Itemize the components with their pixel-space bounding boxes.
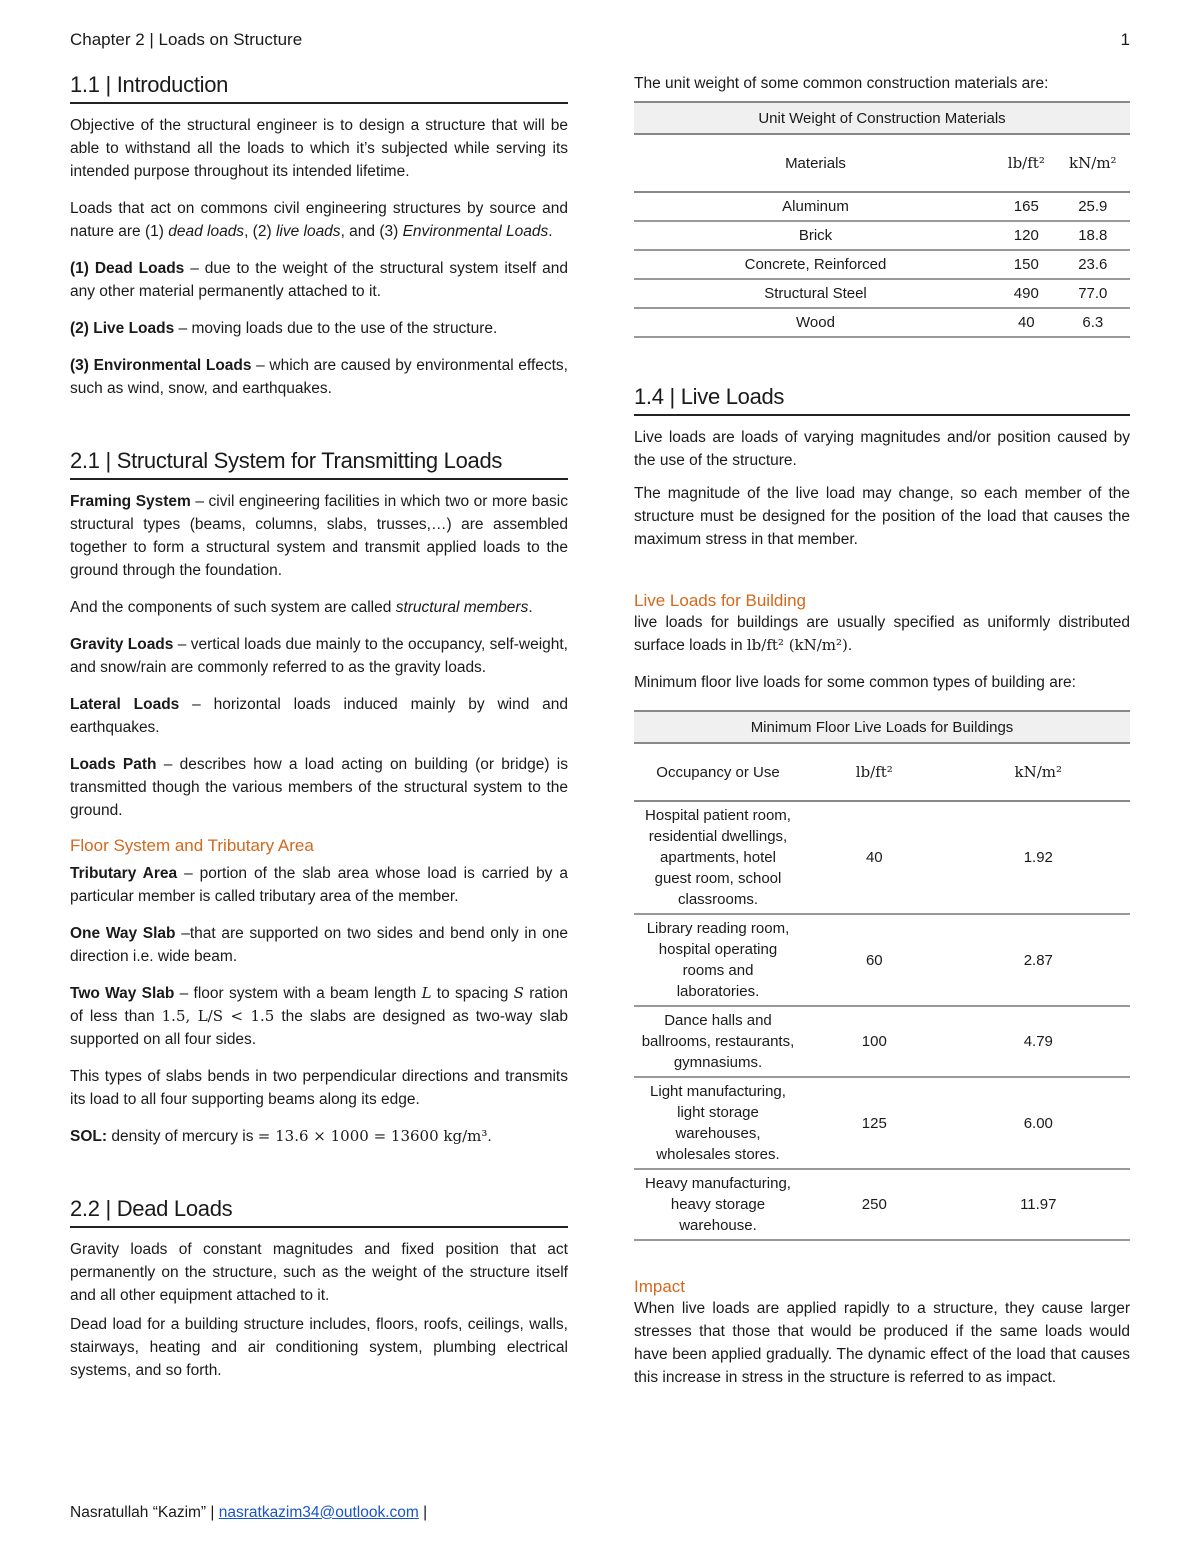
left-column: [70, 72, 568, 1396]
table-row: [634, 1006, 1130, 1077]
definition: – moving loads due to the use of the structure.: [174, 320, 498, 337]
definition: – civil engineering facilities in which two or more basic structural types (beams, columns, slabs, trusses,…) are assembled together to form a structural system and transmit applied loads to the ground through the foundation.: [70, 493, 568, 579]
live-loads-building-paragraph: [634, 611, 1130, 657]
table-cell: Dance halls and ballrooms, restaurants, gymnasiums.: [634, 1006, 802, 1077]
term: One Way Slab: [70, 925, 176, 942]
author-name: Nasratullah “Kazim” |: [70, 1504, 219, 1521]
email-link[interactable]: nasratkazim34@outlook.com: [218, 1504, 419, 1521]
materials-table: [634, 101, 1130, 338]
table-cell: 40: [997, 308, 1056, 337]
column-header: kN/m²: [947, 743, 1130, 801]
right-column: [634, 72, 1130, 1403]
table-caption-row: [634, 711, 1130, 743]
env-loads-def: [70, 354, 568, 400]
gravity-def: [70, 633, 568, 679]
definition: – which are caused by environmental effects, such as wind, snow, and earthquakes.: [70, 357, 568, 397]
table-cell: 150: [997, 250, 1056, 279]
dead-loads-paragraph-2: Dead load for a building structure includes, floors, roofs, ceilings, walls, stairways, heating and air conditioning system, plumbing electrical systems, and so forth.: [70, 1316, 568, 1379]
math-S: S: [513, 984, 524, 1002]
text: , (2): [244, 223, 276, 240]
table-cell: Wood: [634, 308, 997, 337]
live-loads-term: live loads: [275, 223, 341, 240]
table-cell: 250: [802, 1169, 947, 1240]
table-cell: 490: [997, 279, 1056, 308]
floor-system-heading: Floor System and Tributary Area: [70, 836, 314, 855]
math-L: L: [421, 984, 432, 1002]
path-def: [70, 753, 568, 822]
table-cell: Aluminum: [634, 192, 997, 221]
page-number: 1: [1120, 30, 1130, 49]
text: .: [528, 599, 533, 616]
term: Framing System: [70, 493, 191, 510]
table-cell: Concrete, Reinforced: [634, 250, 997, 279]
table-cell: Heavy manufacturing, heavy storage warehouse.: [634, 1169, 802, 1240]
dead-loads-heading: 2.2 | Dead Loads: [70, 1196, 568, 1228]
column-header: Materials: [634, 134, 997, 192]
min-floor-intro: Minimum floor live loads for some common types of building are:: [634, 674, 1076, 691]
table-cell: Hospital patient room, residential dwellings, apartments, hotel guest room, school classrooms.: [634, 801, 802, 914]
text: .: [548, 223, 553, 240]
definition: – vertical loads due mainly to the occupancy, self-weight, and snow/rain are commonly referred to as the gravity loads.: [70, 636, 568, 676]
column-header: Occupancy or Use: [634, 743, 802, 801]
definition: –that are supported on two sides and bend only in one direction i.e. wide beam.: [70, 925, 568, 965]
text: to spacing: [431, 985, 514, 1002]
live-loads-paragraph-1: Live loads are loads of varying magnitudes and/or position caused by the use of the structure.: [634, 429, 1130, 469]
table-cell: 11.97: [947, 1169, 1130, 1240]
term: Lateral Loads: [70, 696, 180, 713]
text: the slabs are designed as two-way slab supported on all four sides.: [70, 1008, 568, 1048]
table-caption: Minimum Floor Live Loads for Buildings: [634, 711, 1130, 743]
members-paragraph: [70, 596, 568, 619]
text: – floor system with a beam length: [174, 985, 422, 1002]
table-cell: 125: [802, 1077, 947, 1169]
table-cell: Brick: [634, 221, 997, 250]
sol-paragraph: [70, 1125, 568, 1148]
table-row: [634, 279, 1130, 308]
text: , and (3): [340, 223, 403, 240]
table-row: [634, 1169, 1130, 1240]
table-row: [634, 308, 1130, 337]
table-cell: 40: [802, 801, 947, 914]
column-header: lb/ft²: [997, 134, 1056, 192]
table-cell: 18.8: [1056, 221, 1130, 250]
dead-loads-term: dead loads: [168, 223, 245, 240]
intro-heading: 1.1 | Introduction: [70, 72, 568, 104]
term: Loads Path: [70, 756, 157, 773]
chapter-title: Chapter 2 | Loads on Structure: [70, 30, 303, 49]
page-header: [70, 30, 1130, 54]
definition: – due to the weight of the structural system itself and any other material permanently attached to it.: [70, 260, 568, 300]
math-units: lb/ft² (kN/m²): [746, 636, 848, 654]
tributary-def: [70, 862, 568, 908]
loads-sources-paragraph: [70, 197, 568, 243]
dead-loads-def: [70, 257, 568, 303]
text: .: [487, 1128, 492, 1145]
term: SOL:: [70, 1128, 108, 1145]
table-cell: 6.3: [1056, 308, 1130, 337]
table-cell: 25.9: [1056, 192, 1130, 221]
structural-heading: 2.1 | Structural System for Transmitting Loads: [70, 448, 568, 480]
framing-def: [70, 490, 568, 582]
table-cell: 100: [802, 1006, 947, 1077]
table-caption-row: [634, 102, 1130, 134]
dead-loads-paragraph-1: Gravity loads of constant magnitudes and fixed position that act permanently on the structure, such as the weight of the structure itself and all other equipment attached to it.: [70, 1241, 568, 1304]
table-cell: Library reading room, hospital operating rooms and laboratories.: [634, 914, 802, 1006]
math-ratio: 1.5, L/S < 1.5: [161, 1007, 275, 1025]
term: Gravity Loads: [70, 636, 174, 653]
term: structural members: [395, 599, 529, 616]
term: (3) Environmental Loads: [70, 357, 252, 374]
table-cell: 2.87: [947, 914, 1130, 1006]
text: live loads for buildings are usually specified as uniformly distributed surface loads in: [634, 614, 1130, 654]
table-row: [634, 801, 1130, 914]
table-cell: 23.6: [1056, 250, 1130, 279]
twoway-def: [70, 982, 568, 1051]
live-loads-paragraph-2: The magnitude of the live load may change, so each member of the structure must be designed for the position of the load that causes the maximum stress in that member.: [634, 485, 1130, 548]
table-caption: Unit Weight of Construction Materials: [634, 102, 1130, 134]
column-header: lb/ft²: [802, 743, 947, 801]
definition: – portion of the slab area whose load is carried by a particular member is called tributary area of the member.: [70, 865, 568, 905]
definition: – describes how a load acting on building (or bridge) is transmitted though the various members of the structural system to the ground.: [70, 756, 569, 819]
table-cell: 120: [997, 221, 1056, 250]
table-row: [634, 192, 1130, 221]
text: ration of less than: [70, 985, 568, 1025]
live-loads-building-heading: Live Loads for Building: [634, 591, 807, 610]
term: Two Way Slab: [70, 985, 175, 1002]
table-cell: Structural Steel: [634, 279, 997, 308]
definition: – horizontal loads induced mainly by wind and earthquakes.: [70, 696, 569, 736]
math-density: = 13.6 × 1000 = 13600 kg/m³: [257, 1127, 488, 1145]
lateral-def: [70, 693, 568, 739]
term: (1) Dead Loads: [70, 260, 185, 277]
live-loads-def: [70, 317, 568, 340]
table-cell: 60: [802, 914, 947, 1006]
live-loads-heading: 1.4 | Live Loads: [634, 384, 1130, 416]
table-cell: 165: [997, 192, 1056, 221]
table-row: [634, 914, 1130, 1006]
term: (2) Live Loads: [70, 320, 175, 337]
text: Loads that act on commons civil engineering structures by source and nature are (1): [70, 200, 568, 240]
impact-paragraph: When live loads are applied rapidly to a structure, they cause larger stresses that those that would be produced if the same loads would have been applied gradually. The dynamic effect of the load that causes this increase in stress in the structure is referred to as impact.: [634, 1300, 1130, 1386]
table-cell: 1.92: [947, 801, 1130, 914]
env-loads-term: Environmental Loads: [402, 223, 549, 240]
materials-intro: The unit weight of some common construction materials are:: [634, 75, 1049, 92]
table-cell: 6.00: [947, 1077, 1130, 1169]
table-row: [634, 1077, 1130, 1169]
oneway-def: [70, 922, 568, 968]
footer-end: |: [418, 1504, 428, 1521]
text: .: [847, 637, 853, 654]
column-header: kN/m²: [1056, 134, 1130, 192]
live-loads-table: [634, 710, 1130, 1241]
table-header-row: [634, 743, 1130, 801]
table-header-row: [634, 134, 1130, 192]
impact-heading: Impact: [634, 1277, 686, 1296]
term: Tributary Area: [70, 865, 178, 882]
table-row: [634, 250, 1130, 279]
table-row: [634, 221, 1130, 250]
table-cell: 4.79: [947, 1006, 1130, 1077]
text: density of mercury is: [107, 1128, 258, 1145]
table-cell: 77.0: [1056, 279, 1130, 308]
slab-bends-paragraph: This types of slabs bends in two perpendicular directions and transmits its load to all four supporting beams along its edge.: [70, 1068, 568, 1108]
intro-paragraph: Objective of the structural engineer is to design a structure that will be able to withstand all the loads to which it’s subjected while serving its intended purpose throughout its intended lifetime.: [70, 117, 568, 180]
table-cell: Light manufacturing, light storage warehouses, wholesales stores.: [634, 1077, 802, 1169]
text: And the components of such system are called: [70, 599, 396, 616]
page-footer: [70, 1504, 427, 1522]
